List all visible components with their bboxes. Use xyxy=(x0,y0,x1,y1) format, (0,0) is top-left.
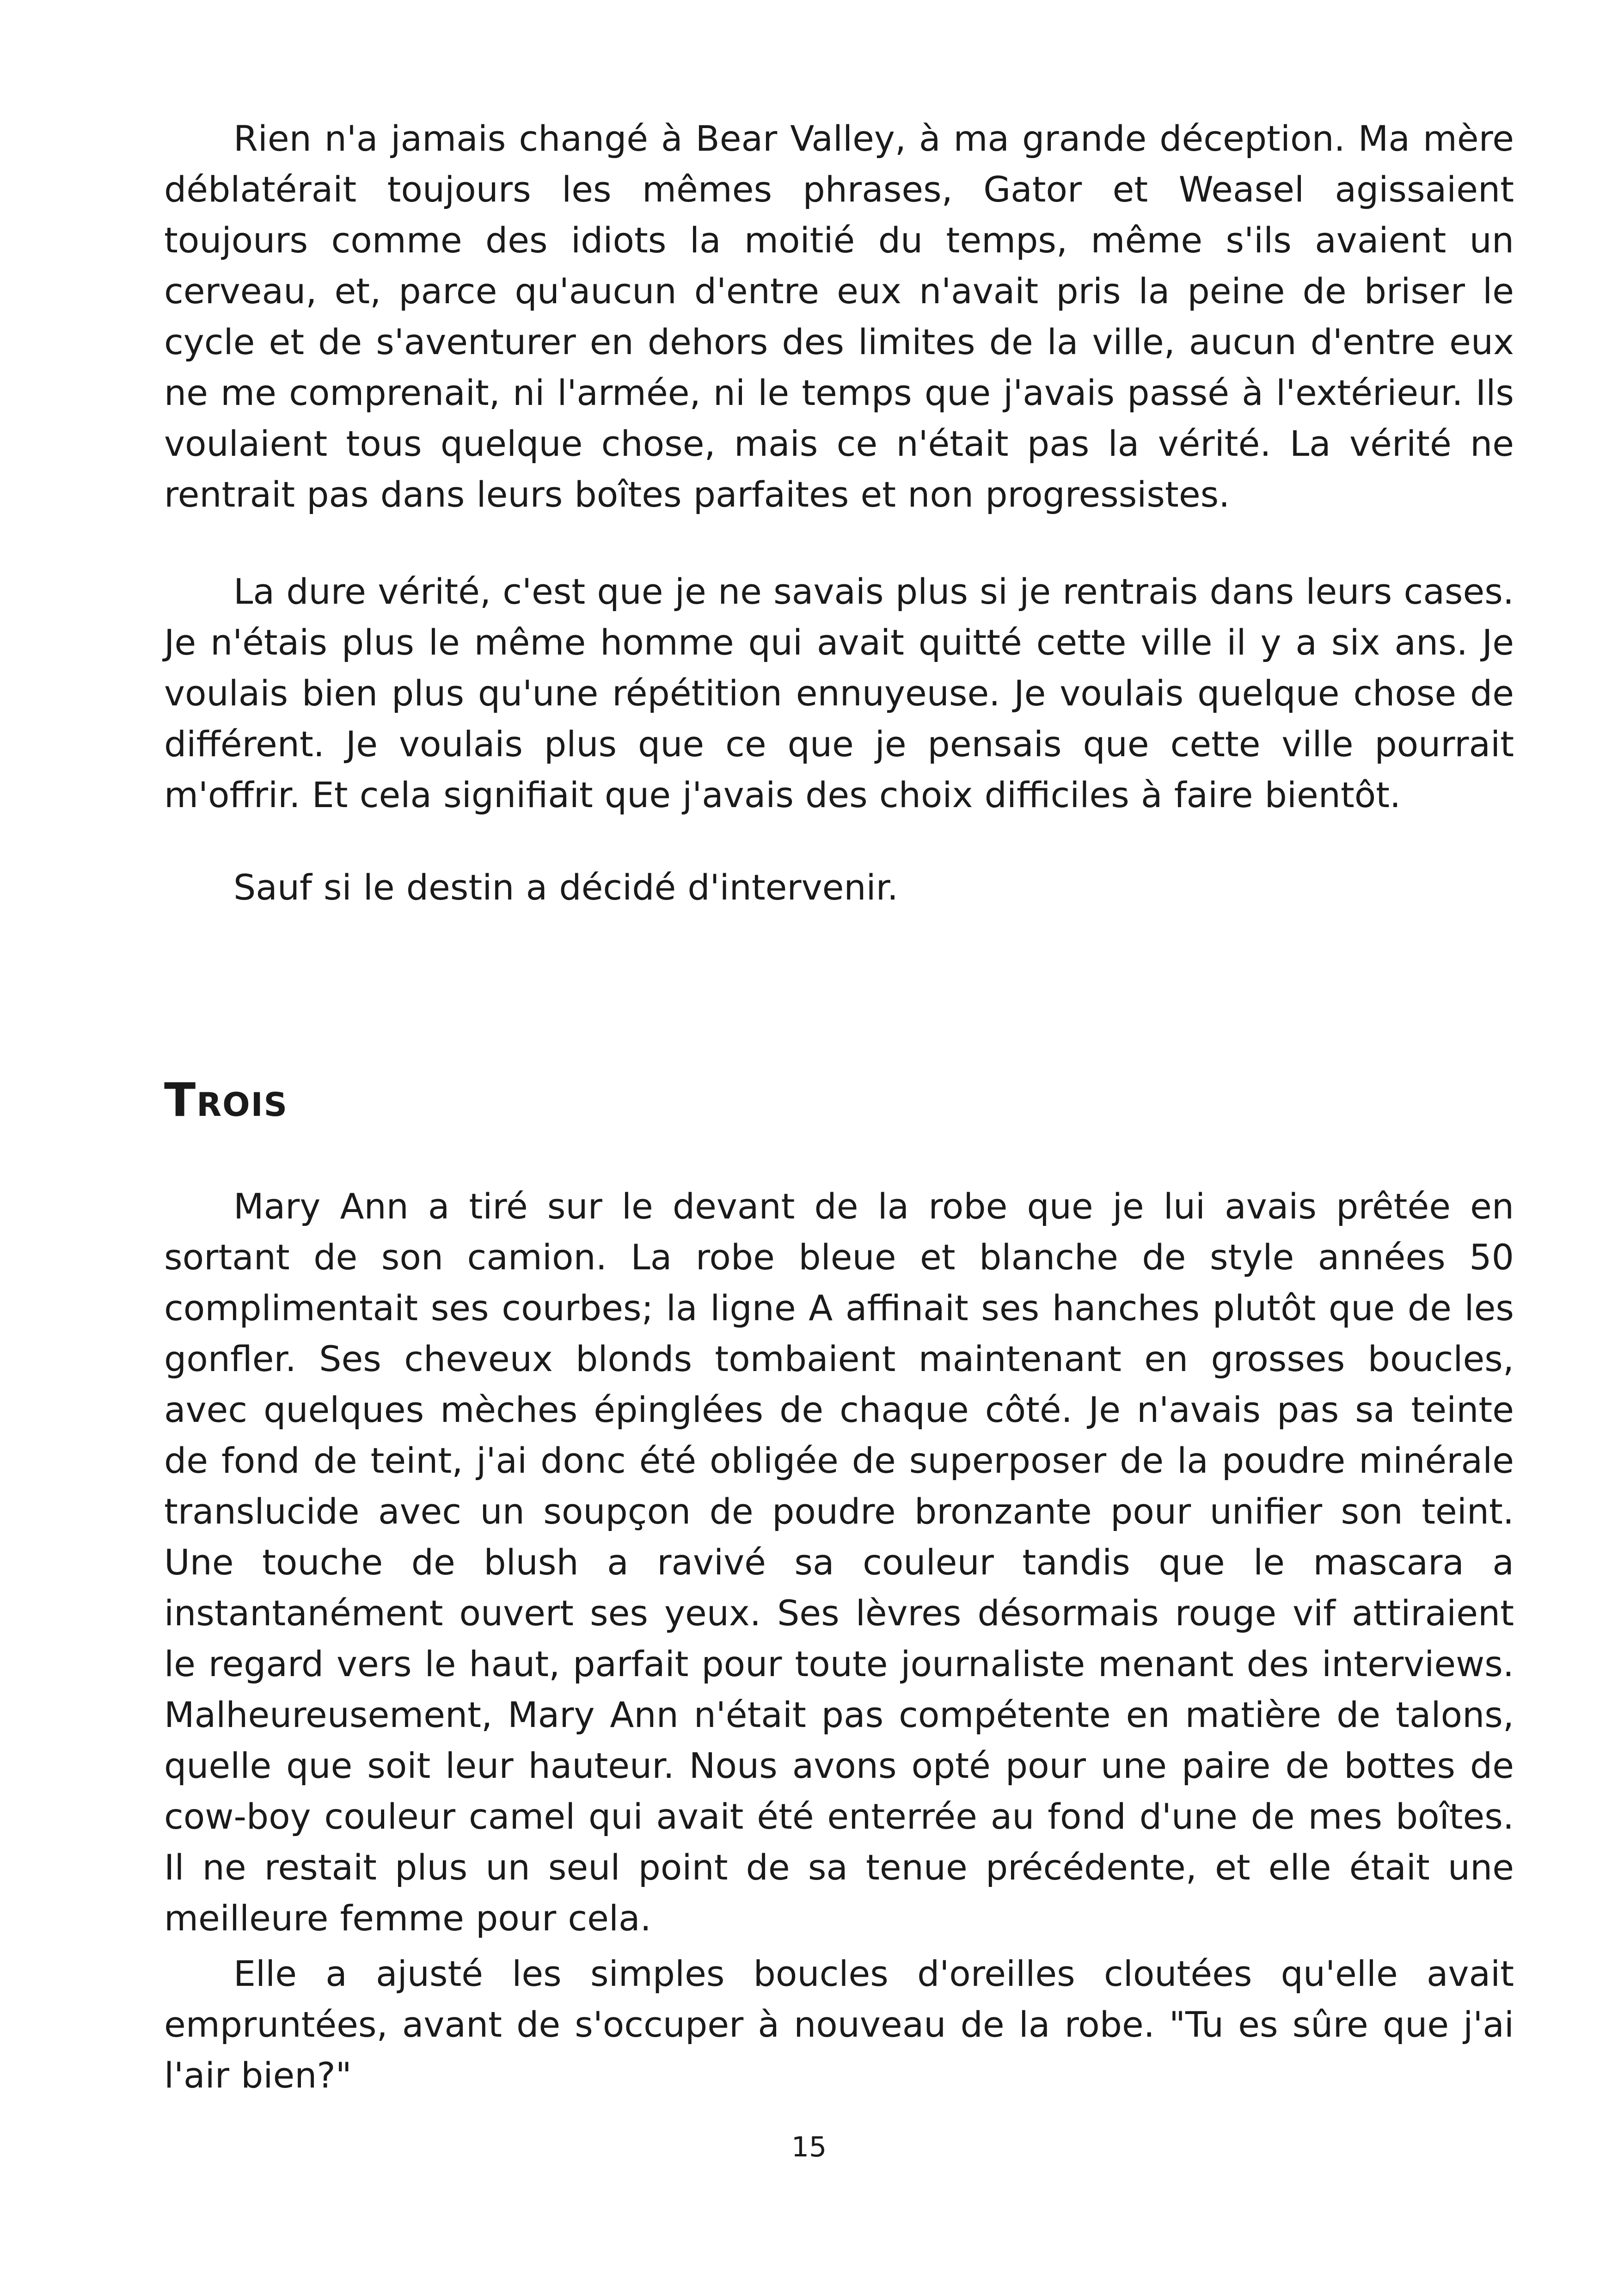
paragraph: Elle a ajusté les simples boucles d'oreilles cloutées qu'elle avait empruntées, avant de s'occuper à nouveau de la robe. "Tu es sûre que j'ai l'air bien?" xyxy=(164,1953,1514,2096)
paragraph: Rien n'a jamais changé à Bear Valley, à ma grande déception. Ma mère déblatérait toujours les mêmes phrases, Gator et Weasel agissaient toujours comme des idiots la moitié du temps, même s'ils avaient un cerveau, et, parce qu'aucun d'entre eux n'avait pris la peine de briser le cycle et de s'aventurer en dehors des limites de la ville, aucun d'entre eux ne me comprenait, ni l'armée, ni le temps que j'avais passé à l'extérieur. Ils voulaient tous quelque chose, mais ce n'était pas la vérité. La vérité ne rentrait pas dans leurs boîtes parfaites et non progressistes. xyxy=(164,118,1514,515)
paragraph: La dure vérité, c'est que je ne savais plus si je rentrais dans leurs cases. Je n'étais plus le même homme qui avait quitté cette ville il y a six ans. Je voulais bien plus qu'une répétition ennuyeuse. Je voulais quelque chose de différent. Je voulais plus que ce que je pensais que cette ville pourrait m'offrir. Et cela signifiait que j'avais des choix difficiles à faire bientôt. xyxy=(164,571,1514,815)
chapter-title: Trois xyxy=(164,1073,288,1127)
paragraph: Mary Ann a tiré sur le devant de la robe que je lui avais prêtée en sortant de son camion. La robe bleue et blanche de style années 50 complimentait ses courbes; la ligne A affinait ses hanches plutôt que de les gonfler. Ses cheveux blonds tombaient maintenant en grosses boucles, avec quelques mèches épinglées de chaque côté. Je n'avais pas sa teinte de fond de teint, j'ai donc été obligée de superposer de la poudre minérale translucide avec un soupçon de poudre bronzante pour unifier son teint. Une touche de blush a ravivé sa couleur tandis que le mascara a instantanément ouvert ses yeux. Ses lèvres désormais rouge vif attiraient le regard vers le haut, parfait pour toute journaliste menant des interviews. Malheureusement, Mary Ann n'était pas compétente en matière de talons, quelle que soit leur hauteur. Nous avons opté pour une paire de bottes de cow-boy couleur camel qui avait été enterrée au fond d'une de mes boîtes. Il ne restait plus un seul point de sa tenue précédente, et elle était une meilleure femme pour cela. xyxy=(164,1186,1514,1939)
page-number: 15 xyxy=(791,2131,827,2163)
paragraph: Sauf si le destin a décidé d'intervenir. xyxy=(233,867,899,908)
